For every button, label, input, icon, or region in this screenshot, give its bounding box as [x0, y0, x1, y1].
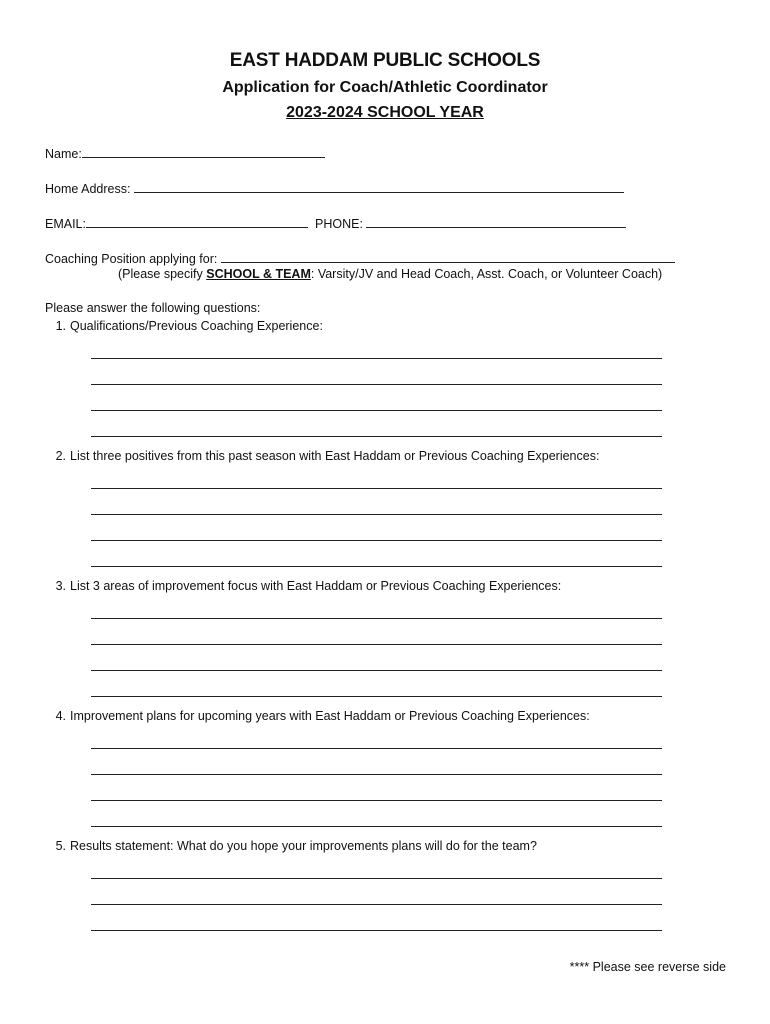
email-label: EMAIL:: [45, 217, 86, 231]
position-field[interactable]: [221, 250, 675, 263]
name-field[interactable]: [82, 145, 325, 158]
form-subtitle: Application for Coach/Athletic Coordinator: [222, 79, 548, 96]
email-field[interactable]: [86, 215, 308, 228]
name-row: [45, 145, 325, 161]
answer-line[interactable]: [91, 540, 662, 541]
answer-line[interactable]: [91, 748, 662, 749]
question-number: 2.: [55, 449, 66, 463]
answer-line[interactable]: [91, 358, 662, 359]
position-label: Coaching Position applying for:: [45, 252, 218, 266]
answer-line[interactable]: [91, 930, 662, 931]
answer-line[interactable]: [91, 644, 662, 645]
email-row: [45, 215, 308, 231]
question-text: Qualifications/Previous Coaching Experience:: [70, 319, 323, 333]
answer-line[interactable]: [91, 826, 662, 827]
position-hint-suffix: : Varsity/JV and Head Coach, Asst. Coach, or Volunteer Coach): [310, 267, 663, 281]
question-text: Results statement: What do you hope your improvements plans will do for the team?: [70, 839, 537, 853]
answer-line[interactable]: [91, 488, 662, 489]
address-field[interactable]: [134, 180, 624, 193]
answer-line[interactable]: [91, 800, 662, 801]
question-number: 1.: [55, 319, 66, 333]
answer-line[interactable]: [91, 436, 662, 437]
position-hint: [118, 267, 662, 281]
answer-line[interactable]: [91, 410, 662, 411]
address-row: [45, 180, 624, 196]
school-year-heading: 2023-2024 SCHOOL YEAR: [286, 104, 484, 121]
answer-line[interactable]: [91, 618, 662, 619]
answer-line[interactable]: [91, 384, 662, 385]
reverse-side-note: **** Please see reverse side: [569, 960, 726, 974]
position-row: [45, 250, 675, 266]
question-number: 5.: [55, 839, 66, 853]
phone-label: PHONE:: [315, 217, 363, 231]
address-label: Home Address:: [45, 182, 131, 196]
answer-line[interactable]: [91, 878, 662, 879]
answer-line[interactable]: [91, 904, 662, 905]
question-text: List three positives from this past season with East Haddam or Previous Coaching Experiences:: [70, 449, 600, 463]
questions-intro: Please answer the following questions:: [45, 301, 261, 315]
answer-line[interactable]: [91, 566, 662, 567]
answer-line[interactable]: [91, 774, 662, 775]
name-label: Name:: [45, 147, 82, 161]
position-hint-prefix: (Please specify: [118, 267, 207, 281]
school-district-title: EAST HADDAM PUBLIC SCHOOLS: [229, 50, 541, 71]
question-text: Improvement plans for upcoming years with East Haddam or Previous Coaching Experiences:: [70, 709, 590, 723]
answer-line[interactable]: [91, 514, 662, 515]
position-hint-emphasis: SCHOOL & TEAM: [206, 267, 311, 281]
question-number: 4.: [55, 709, 66, 723]
answer-line[interactable]: [91, 696, 662, 697]
phone-row: [315, 215, 626, 231]
question-number: 3.: [55, 579, 66, 593]
answer-line[interactable]: [91, 670, 662, 671]
question-text: List 3 areas of improvement focus with East Haddam or Previous Coaching Experiences:: [70, 579, 562, 593]
phone-field[interactable]: [366, 215, 626, 228]
